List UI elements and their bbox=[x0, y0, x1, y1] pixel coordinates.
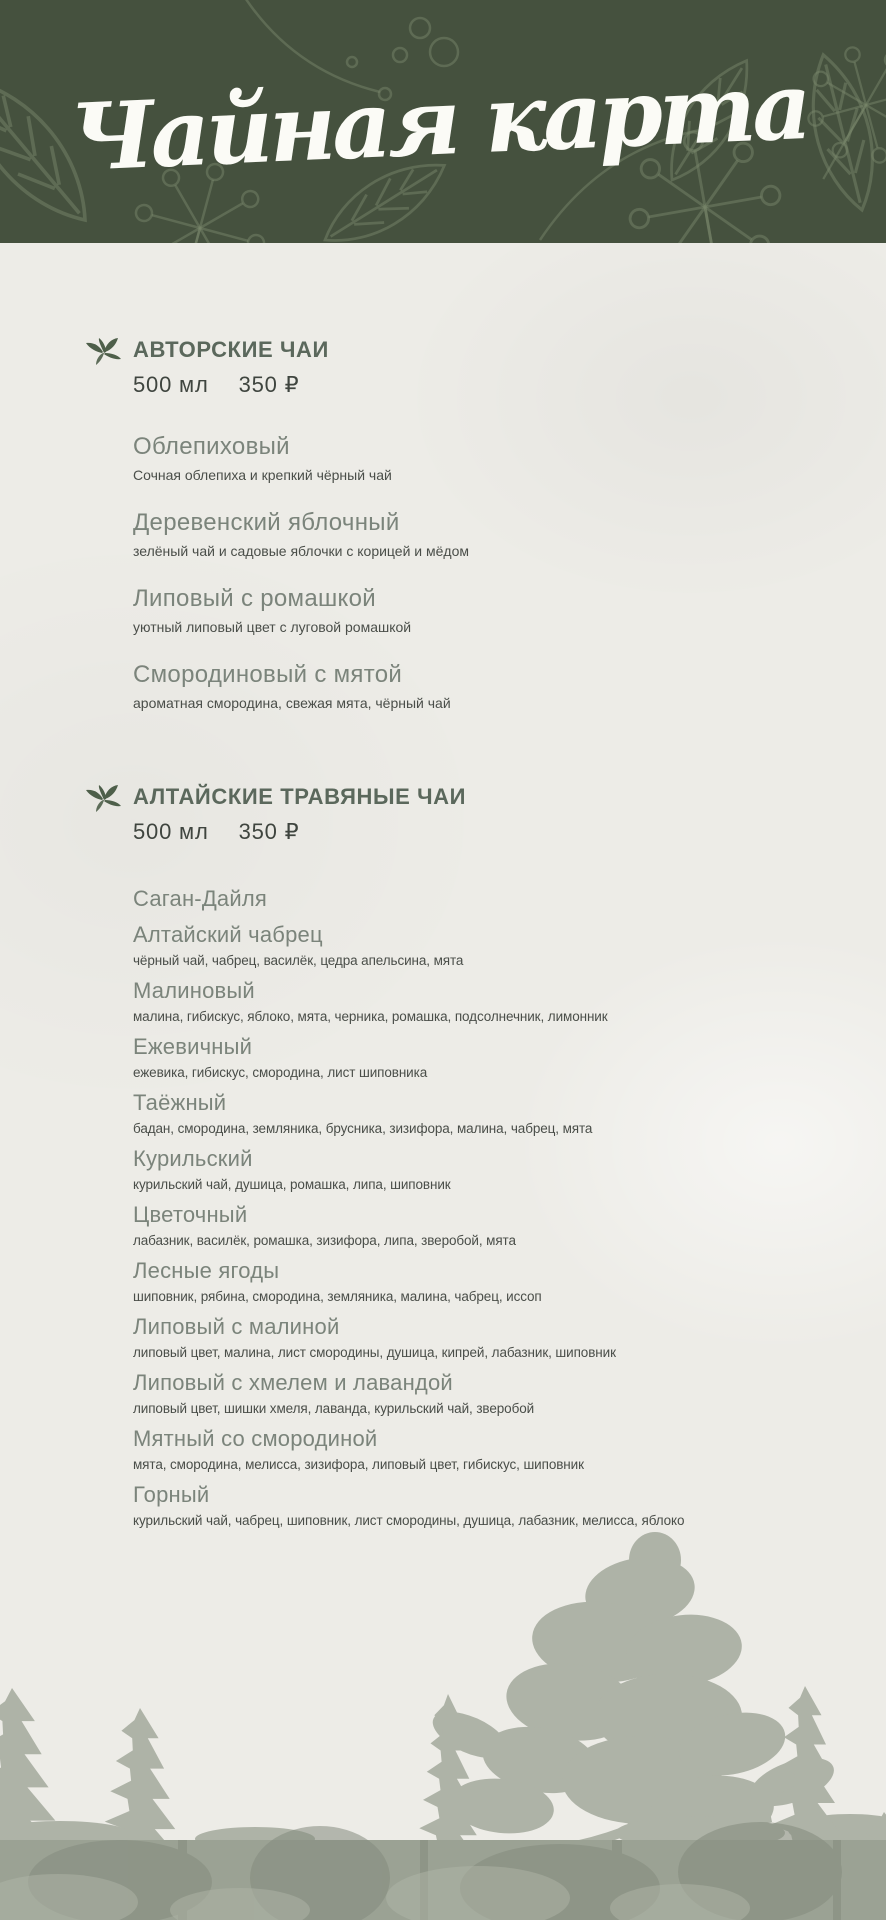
menu-item-desc: лабазник, василёк, ромашка, зизифора, липа, зверобой, мята bbox=[133, 1233, 516, 1248]
menu-item-desc: зелёный чай и садовые яблочки с корицей и мёдом bbox=[133, 543, 469, 559]
menu-item-desc: бадан, смородина, земляника, брусника, зизифора, малина, чабрец, мята bbox=[133, 1121, 593, 1136]
menu-item-desc: липовый цвет, малина, лист смородины, душица, кипрей, лабазник, шиповник bbox=[133, 1345, 616, 1360]
menu-item-name: Мятный со смородиной bbox=[133, 1426, 378, 1451]
menu-item bbox=[133, 508, 846, 560]
menu-item bbox=[133, 1089, 846, 1137]
volume-label: 500 мл bbox=[133, 372, 209, 397]
menu-item bbox=[133, 1369, 846, 1417]
menu-item bbox=[133, 660, 846, 712]
menu-item-name: Лесные ягоды bbox=[133, 1258, 280, 1283]
menu-item-name: Липовый с ромашкой bbox=[133, 585, 376, 612]
price-label: 350 ₽ bbox=[238, 819, 300, 844]
menu-item-name: Липовый с малиной bbox=[133, 1314, 340, 1339]
menu-item-desc: шиповник, рябина, смородина, земляника, малина, чабрец, иссоп bbox=[133, 1289, 542, 1304]
menu-item-name: Малиновый bbox=[133, 978, 255, 1003]
menu-item-name: Алтайский чабрец bbox=[133, 922, 323, 947]
menu-item bbox=[133, 1145, 846, 1193]
tea-sprig-icon bbox=[85, 785, 125, 815]
menu-item bbox=[133, 432, 846, 484]
menu-item-desc: малина, гибискус, яблоко, мята, черника, ромашка, подсолнечник, лимонник bbox=[133, 1009, 608, 1024]
menu-item-name: Смородиновый с мятой bbox=[133, 661, 403, 688]
menu-item-desc: мята, смородина, мелисса, зизифора, липовый цвет, гибискус, шиповник bbox=[133, 1457, 584, 1472]
menu-header bbox=[0, 0, 886, 243]
section-heading bbox=[133, 783, 846, 811]
menu-item-desc: липовый цвет, шишки хмеля, лаванда, курильский чай, зверобой bbox=[133, 1401, 535, 1416]
menu-body bbox=[0, 243, 886, 1529]
menu-item-name: Деревенский яблочный bbox=[133, 509, 400, 536]
menu-item bbox=[133, 977, 846, 1025]
menu-item-name: Курильский bbox=[133, 1146, 253, 1171]
menu-item bbox=[133, 1257, 846, 1305]
menu-item bbox=[133, 885, 846, 913]
page-title: Чайная карта bbox=[68, 51, 810, 192]
menu-item bbox=[133, 1425, 846, 1473]
item-list bbox=[133, 885, 846, 1529]
menu-section-0 bbox=[133, 336, 846, 712]
menu-item-name: Цветочный bbox=[133, 1202, 248, 1227]
section-sizes bbox=[133, 819, 846, 845]
menu-item-desc: ежевика, гибискус, смородина, лист шиповника bbox=[133, 1065, 428, 1080]
menu-item bbox=[133, 1313, 846, 1361]
menu-item-desc: уютный липовый цвет с луговой ромашкой bbox=[133, 619, 412, 635]
menu-item-name: Таёжный bbox=[133, 1090, 227, 1115]
menu-item-desc: Сочная облепиха и крепкий чёрный чай bbox=[133, 467, 392, 483]
menu-item-name: Липовый с хмелем и лавандой bbox=[133, 1370, 453, 1395]
menu-item-name: Саган-Дайля bbox=[133, 886, 267, 911]
menu-item bbox=[133, 921, 846, 969]
item-list bbox=[133, 432, 846, 712]
menu-item bbox=[133, 1201, 846, 1249]
menu-item-desc: курильский чай, чабрец, шиповник, лист смородины, душица, лабазник, мелисса, яблоко bbox=[133, 1513, 685, 1528]
menu-item bbox=[133, 1481, 846, 1529]
price-label: 350 ₽ bbox=[238, 372, 300, 397]
tea-sprig-icon bbox=[85, 338, 125, 368]
volume-label: 500 мл bbox=[133, 819, 209, 844]
section-title: АЛТАЙСКИЕ ТРАВЯНЫЕ ЧАИ bbox=[133, 784, 467, 809]
menu-item-name: Облепиховый bbox=[133, 433, 290, 460]
menu-item bbox=[133, 584, 846, 636]
menu-item-name: Ежевичный bbox=[133, 1034, 253, 1059]
menu-item-desc: ароматная смородина, свежая мята, чёрный чай bbox=[133, 695, 451, 711]
section-title: АВТОРСКИЕ ЧАИ bbox=[133, 337, 329, 362]
menu-item-desc: курильский чай, душица, ромашка, липа, шиповник bbox=[133, 1177, 451, 1192]
menu-item-desc: чёрный чай, чабрец, василёк, цедра апельсина, мята bbox=[133, 953, 464, 968]
botanical-pattern bbox=[0, 0, 886, 243]
section-heading bbox=[133, 336, 846, 364]
menu-item-name: Горный bbox=[133, 1482, 210, 1507]
menu-section-1 bbox=[133, 783, 846, 1529]
forest-silhouette bbox=[0, 1530, 886, 1920]
menu-item bbox=[133, 1033, 846, 1081]
section-sizes bbox=[133, 372, 846, 398]
